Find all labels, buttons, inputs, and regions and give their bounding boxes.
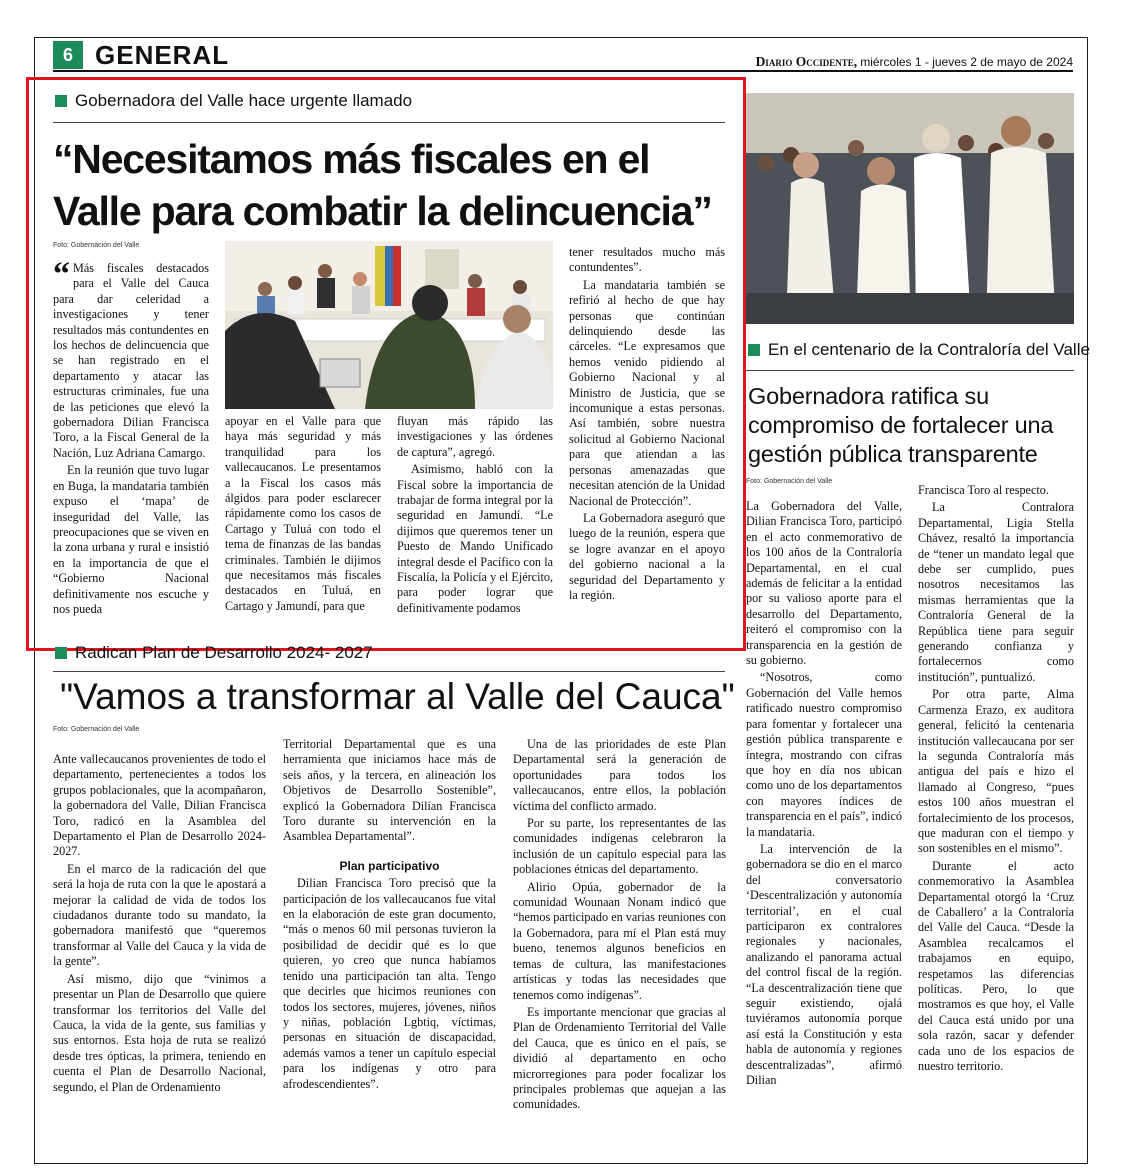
meeting-photo-drawing	[225, 241, 553, 409]
article3-paragraph: La intervención de la gobernadora se dio en el marco del conversatorio ‘Descentralización y autonomía territorial’, en el cual participaron ex contralores regionales y nacionales, analizando el panorama actual del control fiscal de la región. “La descentralización tiene que seguir existiendo, ojalá tuviéramos autonomía porque así está la Constitución y esta habla de autonomía y regiones descentralizadas”, afirmó Dilian	[746, 841, 902, 1088]
article2-photo-credit: Foto: Gobernación del Valle	[53, 726, 140, 733]
article1-meeting-photo	[225, 241, 553, 409]
page-number: 6	[53, 41, 83, 69]
article1-headline: “Necesitamos más fiscales en el Valle para combatir la delincuencia”	[53, 136, 712, 234]
article3-photo-credit: Foto: Gobernación del Valle	[746, 478, 833, 485]
article2-paragraph: Así mismo, dijo que “vinimos a presentar un Plan de Desarrollo que quiere transformar los territorios del Valle del Cauca, la vida de la gente, sus familias y sus entornos. Esta hoja de ruta se realizó desde tres ópticas, la primera, teniendo en cuenta el Plan de Desarrollo Nacional, segundo, el Plan de Ordenamiento	[53, 971, 266, 1094]
article3-paragraph: Por otra parte, Alma Carmenza Erazo, ex auditora general, felicitó la centenaria institución vallecaucana por ser la segunda Contraloría más antigua del país e hizo el llamado al Congreso, “pues estos 100 años muestran el fortalecimiento de los procesos, que maduran con el tiempo y son sostenibles en el mismo”.	[918, 687, 1074, 856]
article1-photo-credit: Foto: Gobernación del Valle	[53, 242, 140, 249]
article1-col1	[53, 256, 209, 619]
kicker-square-icon	[748, 344, 760, 356]
paper-name: Diario Occidente,	[755, 54, 858, 69]
article1-paragraph: La mandataria también se refirió al hecho de que hay personas que continúan delinquiendo desde las cárceles. “Le expresamos que hemos venido pidiendo al Gobierno Nacional y al Ministro de Justicia, que se incomunique a estas personas. Así también, sobre nuestra solicitud al Gobierno Nacional para que atiendan a las personas amenazadas que necesitan atención de la Unidad Nacional de Protección”.	[569, 277, 725, 508]
article3-lead-paragraph: La Gobernadora del Valle, Dilian Francisca Toro, participó en el acto conmemorativo de los 100 años de la Contraloría Departamental, en el cual además de felicitar a la entidad por su valioso aporte para el desarrollo del Departamento, reiteró el compromiso con la transparencia en la gestión de su gobierno.	[746, 499, 902, 668]
section-title: GENERAL	[95, 40, 230, 70]
article3-headline: Gobernadora ratifica su compromiso de fortalecer una gestión pública transparente	[748, 383, 1054, 467]
article3-col2	[918, 483, 1074, 1076]
paper-dateline	[700, 54, 1073, 70]
header-rule	[53, 70, 1073, 72]
article2-kicker-rule	[53, 671, 725, 672]
article1-lead-paragraph: “ Más fiscales destacados para el Valle del Cauca para dar celeridad a investigaciones y tener resultados más contundentes en los hechos de delincuencia que se han registrado en el departamento y atacar las estructuras criminales, fue una de las peticiones que elevó la gobernadora Dilian Francisca Toro, a la Fiscal General de la Nación, Luz Adriana Camargo.	[53, 256, 209, 460]
article1-paragraph: apoyar en el Valle para que haya más seguridad y más tranquilidad para los vallecaucanos. Le presentamos a la Fiscal los casos más álgidos para poder esclarecer rápidamente como los casos de Cartago y Tuluá con todo el tema de finanzas de las bandas criminales. También le dijimos que necesitamos más fiscales destacados en Tuluá, en Cartago y Jamundí, para que	[225, 414, 381, 613]
article2-headline: "Vamos a transformar al Valle del Cauca"	[60, 676, 735, 717]
kicker-square-icon	[55, 647, 67, 659]
article3-paragraph: La Contralora Departamental, Ligia Stella Chávez, resaltó la importancia de “tener un mandato legal que debe ser cumplido, pues nosotros necesitamos las mismas herramientas que la Contraloría General de la República tiene para seguir generando confianza y fortalecernos como institución”, puntualizó.	[918, 500, 1074, 684]
article3-paragraph: Durante el acto conmemorativo la Asamblea Departamental otorgó la ‘Cruz de Caballero’ a la Contraloría del Valle del Cauca. “Desde la Asamblea recalcamos el trabajamos en equipo, respetamos las diferencias políticas. Pero, lo que mostramos es que hoy, el Valle del Cauca está unido por una sola razón, sacar y defender cada uno de los espacios de nuestro territorio.	[918, 858, 1074, 1074]
article3-kicker-rule	[746, 370, 1074, 371]
article3-kicker: En el centenario de la Contraloría del Valle	[748, 340, 1090, 360]
article1-paragraph: En la reunión que tuvo lugar en Buga, la mandataria también expuso el ‘mapa’ de inseguridad del Valle, las preocupaciones que se viven en la zona urbana y rural e insistió en la importancia de que el “Gobierno Nacional definitivamente nos escuche y nos pueda	[53, 463, 209, 616]
article3-ceremony-photo	[746, 93, 1074, 324]
article3-paragraph: “Nosotros, como Gobernación del Valle hemos ratificado nuestro compromiso para fomentar y fortalecer una gestión pública transparente e íntegra, mostrando con cifras que hoy en día nos ubican como uno de los departamentos con mayores índices de transparencia en el país”, indicó la mandataria.	[746, 670, 902, 839]
article2-paragraph: Es importante mencionar que gracias al Plan de Ordenamiento Territorial del Valle del Cauca, que es único en el país, se dividió al departamento en ocho microrregiones para poder focalizar los principales problemas que aquejan a las comunidades.	[513, 1004, 726, 1112]
article1-kicker-rule	[53, 122, 725, 123]
article1-col3	[397, 414, 553, 618]
article2-kicker: Radican Plan de Desarrollo 2024- 2027	[55, 643, 373, 663]
article1-paragraph: fluyan más rápido las investigaciones y las órdenes de captura”, agregó.	[397, 414, 553, 459]
article3-col1	[746, 499, 902, 1090]
article2-lead-paragraph: Ante vallecaucanos provenientes de todo el departamento, pertenecientes a todos los grupos poblacionales, que la acompañaron, la gobernadora del Valle, Dilian Francisca Toro, radicó en la Asamblea del Departamento el Plan de Desarrollo 2024- 2027.	[53, 752, 266, 859]
article1-paragraph: Asimismo, habló con la Fiscal sobre la importancia de trabajar de forma integral por la seguridad en Jamundí. “Le dijimos que queremos tener un Puesto de Mando Unificado integral desde el Pacífico con la Fiscalía, la Policía y el Ejército, para poder lograr que definitivamente podamos	[397, 462, 553, 615]
ceremony-photo-drawing	[746, 93, 1074, 324]
article1-col2	[225, 414, 381, 616]
kicker-square-icon	[55, 95, 67, 107]
article2-paragraph: Por su parte, los representantes de las comunidades indígenas celebraron la inclusión de un capítulo especial para las poblaciones étnicas del departamento.	[513, 816, 726, 877]
issue-date: miércoles 1 - jueves 2 de mayo de 2024	[860, 55, 1073, 69]
article2-paragraph: En el marco de la radicación del que será la hoja de ruta con la que le apostará a mejorar la calidad de vida de todos los ciudadanos durante todo su mandato, la gobernadora manifestó que “queremos transformar al Valle del Cauca y la vida de la gente”.	[53, 861, 266, 969]
article2-col1	[53, 752, 266, 1097]
article3-paragraph: Francisca Toro al respecto.	[918, 483, 1049, 497]
article2-paragraph: Una de las prioridades de este Plan Departamental será la generación de oportunidades para todos los vallecaucanos, entre ellos, la población víctima del conflicto armado.	[513, 737, 726, 813]
article2-subhead: Plan participativo	[339, 858, 440, 873]
article2-paragraph: Dilian Francisca Toro precisó que la participación de los vallecaucanos fue vital en la elaboración de este gran documento, “más o menos 60 mil personas tuvieron la posibilidad de decidir qué es lo que quieren, yo creo que nunca habíamos tenido una participación tan alta. Tengo que decirles que hicimos reuniones con todos los sectores, mujeres, jóvenes, niños y niñas, población Lgbtiq, víctimas, personas en situación de discapacidad, además vamos a tener un capítulo especial para los indígenas y otro para afrodescendientes”.	[283, 876, 496, 1091]
article1-kicker: Gobernadora del Valle hace urgente llamado	[55, 91, 412, 111]
quote-mark-icon: “	[53, 256, 70, 293]
article2-paragraph: Territorial Departamental que es una herramienta que iniciamos hace más de seis años, y la tercera, en alineación los Objetivos de Desarrollo Sostenible”, explicó la Gobernadora Dilian Francisca Toro durante su intervención en la Asamblea Departamental”.	[283, 737, 496, 844]
article1-paragraph: La Gobernadora aseguró que luego de la reunión, espera que se logre avanzar en el apoyo del gobierno nacional a la seguridad del Departamento y la región.	[569, 510, 725, 602]
article1-paragraph: tener resultados mucho más contundentes”.	[569, 245, 725, 275]
article1-col4	[569, 245, 725, 605]
article2-paragraph: Alirio Opúa, gobernador de la comunidad Wounaan Nonam indicó que “hemos participado en varias reuniones con la Gobernadora, para mí el Plan está muy bueno, tenemos algunos beneficios en temas de cultura, las manifestaciones artísticas y todas las necesidades que tenemos como indígenas”.	[513, 879, 726, 1002]
article2-col2	[283, 737, 496, 1094]
article2-col3	[513, 737, 726, 1115]
